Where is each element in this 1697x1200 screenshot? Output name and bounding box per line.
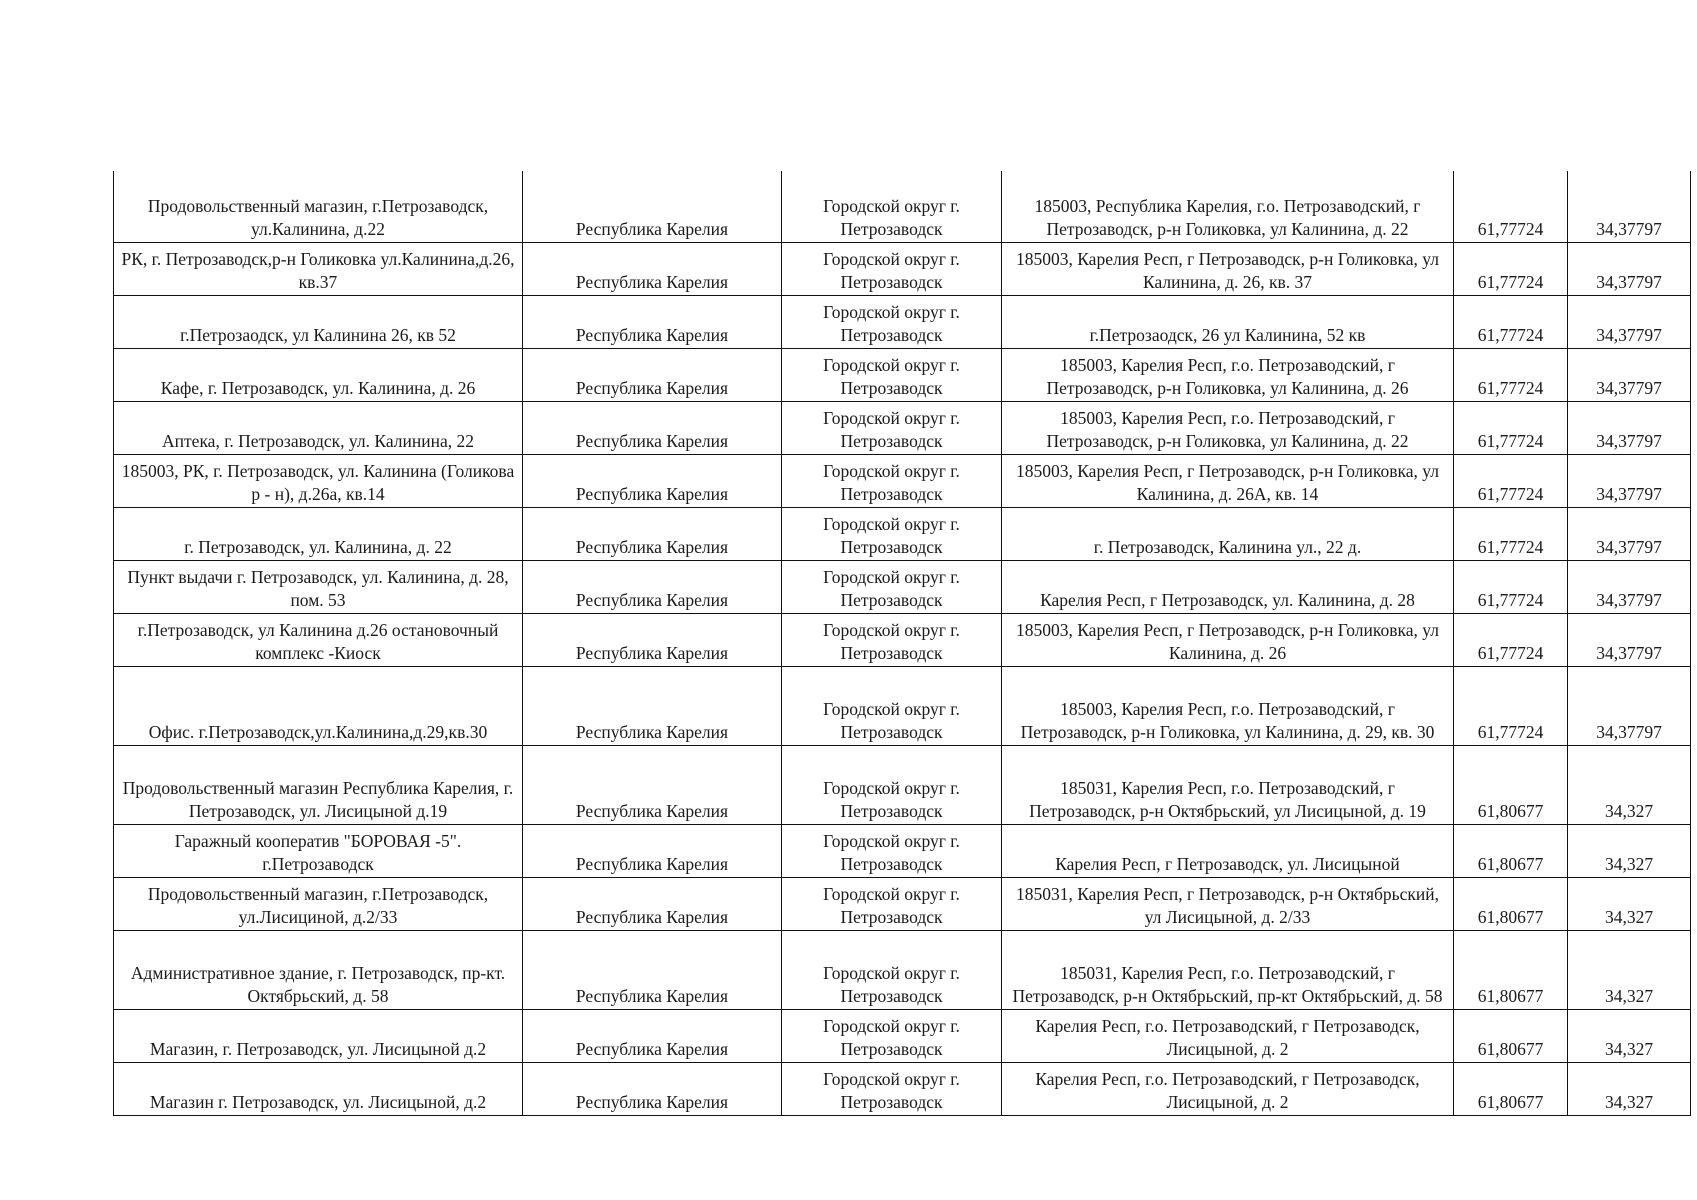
address-cell: Карелия Респ, г.о. Петрозаводский, г Петрозаводск, Лисицыной, д. 2 [1002, 1062, 1454, 1115]
longitude-cell: 34,37797 [1568, 242, 1691, 295]
table-row [114, 824, 1691, 877]
municipality-cell: Городской округ г. Петрозаводск [782, 401, 1002, 454]
table-row [114, 401, 1691, 454]
longitude-cell: 34,327 [1568, 745, 1691, 824]
object-name-cell: г. Петрозаводск, ул. Калинина, д. 22 [114, 507, 523, 560]
object-name-cell: Магазин г. Петрозаводск, ул. Лисицыной, д.2 [114, 1062, 523, 1115]
latitude-cell: 61,77724 [1454, 613, 1568, 666]
address-cell: 185031, Карелия Респ, г.о. Петрозаводский, г Петрозаводск, р-н Октябрьский, ул Лисицыной, д. 19 [1002, 745, 1454, 824]
table-row [114, 295, 1691, 348]
latitude-cell: 61,77724 [1454, 507, 1568, 560]
region-cell: Республика Карелия [523, 348, 782, 401]
registry-table-body [114, 171, 1691, 1115]
longitude-cell: 34,37797 [1568, 666, 1691, 745]
longitude-cell: 34,327 [1568, 824, 1691, 877]
address-cell: 185003, Карелия Респ, г.о. Петрозаводский, г Петрозаводск, р-н Голиковка, ул Калинина, д. 26 [1002, 348, 1454, 401]
table-row [114, 171, 1691, 242]
address-cell: Карелия Респ, г Петрозаводск, ул. Калинина, д. 28 [1002, 560, 1454, 613]
address-cell: 185003, Карелия Респ, г Петрозаводск, р-н Голиковка, ул Калинина, д. 26, кв. 37 [1002, 242, 1454, 295]
region-cell: Республика Карелия [523, 560, 782, 613]
object-name-cell: Продовольственный магазин Республика Карелия, г. Петрозаводск, ул. Лисицыной д.19 [114, 745, 523, 824]
latitude-cell: 61,77724 [1454, 454, 1568, 507]
region-cell: Республика Карелия [523, 666, 782, 745]
municipality-cell: Городской округ г. Петрозаводск [782, 877, 1002, 930]
address-cell: г. Петрозаводск, Калинина ул., 22 д. [1002, 507, 1454, 560]
region-cell: Республика Карелия [523, 1009, 782, 1062]
region-cell: Республика Карелия [523, 877, 782, 930]
table-row [114, 613, 1691, 666]
municipality-cell: Городской округ г. Петрозаводск [782, 171, 1002, 242]
address-cell: г.Петрозаодск, 26 ул Калинина, 52 кв [1002, 295, 1454, 348]
latitude-cell: 61,80677 [1454, 1062, 1568, 1115]
municipality-cell: Городской округ г. Петрозаводск [782, 560, 1002, 613]
longitude-cell: 34,37797 [1568, 401, 1691, 454]
latitude-cell: 61,77724 [1454, 242, 1568, 295]
table-row [114, 1062, 1691, 1115]
region-cell: Республика Карелия [523, 930, 782, 1009]
latitude-cell: 61,77724 [1454, 295, 1568, 348]
object-name-cell: Продовольственный магазин, г.Петрозаводск, ул.Лисициной, д.2/33 [114, 877, 523, 930]
object-name-cell: Кафе, г. Петрозаводск, ул. Калинина, д. 26 [114, 348, 523, 401]
object-name-cell: Административное здание, г. Петрозаводск, пр-кт. Октябрьский, д. 58 [114, 930, 523, 1009]
latitude-cell: 61,80677 [1454, 824, 1568, 877]
table-row [114, 1009, 1691, 1062]
longitude-cell: 34,327 [1568, 930, 1691, 1009]
address-cell: 185003, Республика Карелия, г.о. Петрозаводский, г Петрозаводск, р-н Голиковка, ул Калинина, д. 22 [1002, 171, 1454, 242]
longitude-cell: 34,37797 [1568, 560, 1691, 613]
address-cell: 185003, Карелия Респ, г Петрозаводск, р-н Голиковка, ул Калинина, д. 26 [1002, 613, 1454, 666]
address-cell: 185031, Карелия Респ, г.о. Петрозаводский, г Петрозаводск, р-н Октябрьский, пр-кт Октябрьский, д. 58 [1002, 930, 1454, 1009]
region-cell: Республика Карелия [523, 401, 782, 454]
table-row [114, 348, 1691, 401]
latitude-cell: 61,77724 [1454, 560, 1568, 613]
latitude-cell: 61,77724 [1454, 348, 1568, 401]
longitude-cell: 34,327 [1568, 1009, 1691, 1062]
address-cell: Карелия Респ, г Петрозаводск, ул. Лисицыной [1002, 824, 1454, 877]
table-row [114, 454, 1691, 507]
address-cell: Карелия Респ, г.о. Петрозаводский, г Петрозаводск, Лисицыной, д. 2 [1002, 1009, 1454, 1062]
table-row [114, 745, 1691, 824]
table-row [114, 877, 1691, 930]
longitude-cell: 34,37797 [1568, 348, 1691, 401]
address-cell: 185003, Карелия Респ, г Петрозаводск, р-н Голиковка, ул Калинина, д. 26А, кв. 14 [1002, 454, 1454, 507]
latitude-cell: 61,80677 [1454, 1009, 1568, 1062]
latitude-cell: 61,80677 [1454, 745, 1568, 824]
municipality-cell: Городской округ г. Петрозаводск [782, 348, 1002, 401]
address-cell: 185003, Карелия Респ, г.о. Петрозаводский, г Петрозаводск, р-н Голиковка, ул Калинина, д. 22 [1002, 401, 1454, 454]
region-cell: Республика Карелия [523, 507, 782, 560]
municipality-cell: Городской округ г. Петрозаводск [782, 666, 1002, 745]
longitude-cell: 34,327 [1568, 877, 1691, 930]
latitude-cell: 61,77724 [1454, 401, 1568, 454]
object-name-cell: г.Петрозаводск, ул Калинина д.26 остановочный комплекс -Киоск [114, 613, 523, 666]
municipality-cell: Городской округ г. Петрозаводск [782, 1009, 1002, 1062]
region-cell: Республика Карелия [523, 824, 782, 877]
latitude-cell: 61,77724 [1454, 171, 1568, 242]
table-row [114, 560, 1691, 613]
object-name-cell: Продовольственный магазин, г.Петрозаводск, ул.Калинина, д.22 [114, 171, 523, 242]
municipality-cell: Городской округ г. Петрозаводск [782, 454, 1002, 507]
region-cell: Республика Карелия [523, 454, 782, 507]
table-row [114, 930, 1691, 1009]
latitude-cell: 61,77724 [1454, 666, 1568, 745]
municipality-cell: Городской округ г. Петрозаводск [782, 930, 1002, 1009]
longitude-cell: 34,37797 [1568, 295, 1691, 348]
object-name-cell: Офис. г.Петрозаводск,ул.Калинина,д.29,кв.30 [114, 666, 523, 745]
object-name-cell: Магазин, г. Петрозаводск, ул. Лисицыной д.2 [114, 1009, 523, 1062]
region-cell: Республика Карелия [523, 242, 782, 295]
longitude-cell: 34,37797 [1568, 171, 1691, 242]
latitude-cell: 61,80677 [1454, 930, 1568, 1009]
table-row [114, 666, 1691, 745]
municipality-cell: Городской округ г. Петрозаводск [782, 242, 1002, 295]
region-cell: Республика Карелия [523, 1062, 782, 1115]
region-cell: Республика Карелия [523, 613, 782, 666]
municipality-cell: Городской округ г. Петрозаводск [782, 613, 1002, 666]
object-name-cell: РК, г. Петрозаводск,р-н Голиковка ул.Калинина,д.26, кв.37 [114, 242, 523, 295]
table-row [114, 242, 1691, 295]
region-cell: Республика Карелия [523, 745, 782, 824]
municipality-cell: Городской округ г. Петрозаводск [782, 295, 1002, 348]
municipality-cell: Городской округ г. Петрозаводск [782, 507, 1002, 560]
object-name-cell: 185003, РК, г. Петрозаводск, ул. Калинина (Голикова р - н), д.26а, кв.14 [114, 454, 523, 507]
region-cell: Республика Карелия [523, 171, 782, 242]
object-name-cell: г.Петрозаодск, ул Калинина 26, кв 52 [114, 295, 523, 348]
longitude-cell: 34,37797 [1568, 507, 1691, 560]
municipality-cell: Городской округ г. Петрозаводск [782, 1062, 1002, 1115]
latitude-cell: 61,80677 [1454, 877, 1568, 930]
table-row [114, 507, 1691, 560]
object-name-cell: Аптека, г. Петрозаводск, ул. Калинина, 22 [114, 401, 523, 454]
longitude-cell: 34,37797 [1568, 613, 1691, 666]
region-cell: Республика Карелия [523, 295, 782, 348]
object-name-cell: Пункт выдачи г. Петрозаводск, ул. Калинина, д. 28, пом. 53 [114, 560, 523, 613]
registry-table [113, 171, 1691, 1116]
object-name-cell: Гаражный кооператив "БОРОВАЯ -5". г.Петрозаводск [114, 824, 523, 877]
address-cell: 185031, Карелия Респ, г Петрозаводск, р-н Октябрьский, ул Лисицыной, д. 2/33 [1002, 877, 1454, 930]
municipality-cell: Городской округ г. Петрозаводск [782, 824, 1002, 877]
longitude-cell: 34,327 [1568, 1062, 1691, 1115]
municipality-cell: Городской округ г. Петрозаводск [782, 745, 1002, 824]
longitude-cell: 34,37797 [1568, 454, 1691, 507]
address-cell: 185003, Карелия Респ, г.о. Петрозаводский, г Петрозаводск, р-н Голиковка, ул Калинина, д. 29, кв. 30 [1002, 666, 1454, 745]
